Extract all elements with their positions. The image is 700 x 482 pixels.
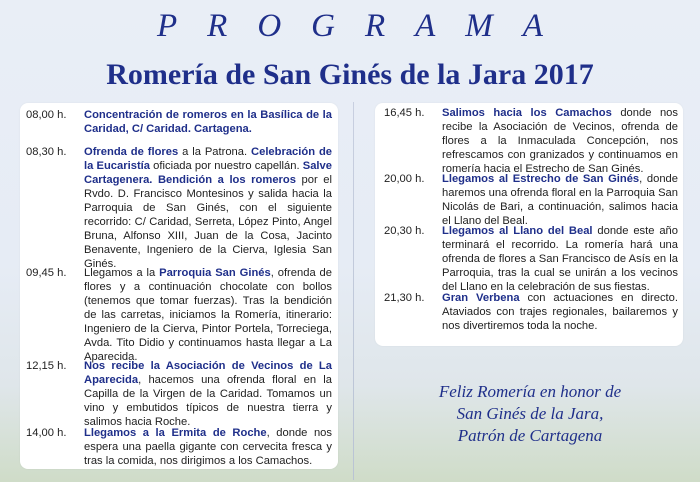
entry-highlight: Salve Cartagenera. Bendición a los romeros <box>84 160 332 186</box>
entry-time: 12,15 h. <box>26 360 67 372</box>
entry-time: 09,45 h. <box>26 267 67 279</box>
entry-text <box>84 145 332 271</box>
entry-body: , hacemos una ofrenda floral en la Capilla de la Virgen de la Caridad. Tomamos un vino y embutidos típicos de nuestra tierra y salimos hacia Roche. <box>84 374 332 428</box>
closing-dedication <box>370 381 690 447</box>
programa-heading: PROGRAMA <box>157 8 573 44</box>
schedule-entry <box>378 106 678 176</box>
entry-text <box>442 172 678 228</box>
schedule-entry <box>20 145 332 271</box>
entry-body: con actuaciones en directo. Ataviados con trajes regionales, bailaremos y nos divertiremos toda la noche. <box>442 292 678 332</box>
entry-body: a la Patrona. <box>178 146 252 158</box>
entry-text <box>84 108 332 136</box>
entry-text <box>84 426 332 468</box>
entry-time: 08,30 h. <box>26 146 67 158</box>
entry-body: , donde haremos una ofrenda floral en la Parroquia San Nicolás de Bari, a continuación, salimos hacia el Llano del Beal. <box>442 173 679 227</box>
entry-highlight: Concentración de romeros en la Basílica de la Caridad, C/ Caridad. Cartagena. <box>84 109 332 135</box>
entry-text <box>442 106 678 176</box>
entry-time: 21,30 h. <box>384 292 425 304</box>
entry-text <box>442 291 678 333</box>
dedication-line-3: Patrón de Cartagena <box>457 426 603 445</box>
entry-time: 20,00 h. <box>384 173 425 185</box>
entry-time: 20,30 h. <box>384 225 425 237</box>
entry-text <box>84 266 332 364</box>
entry-body: , ofrenda de flores y a continuación chocolate con bollos (tenemos que tomar fuerzas). Tras la bendición de las carretas, iniciamos la Romería, itinerario: Ingeniero de la Cierva, Pintor Portela, Torreciega, Avda. Tito Didio y continuamos hasta llegar a La Aparecida. <box>84 267 332 363</box>
entry-body: por el Rvdo. D. Francisco Montesinos y salida hacia la Parroquia de San Ginés, con el siguiente recorrido: C/ Caridad, Serreta, López Pinto, Angel Bruna, Alfonso XIII, Juan de la Cosa, Jacinto Benavente, Ingeniero de la Cierva, Iglesia San Ginés. <box>84 174 333 270</box>
entry-highlight: Llegamos al Llano del Beal <box>442 225 593 237</box>
entry-text <box>84 359 332 429</box>
entry-time: 08,00 h. <box>26 109 67 121</box>
entry-highlight: Llegamos a la Ermita de Roche <box>84 427 267 439</box>
entry-highlight: Llegamos al Estrecho de San Ginés <box>442 173 640 185</box>
entry-highlight: Ofrenda de flores <box>84 146 179 158</box>
schedule-entry <box>20 266 332 364</box>
entry-body: donde este año terminará el recorrido. La romería hará una ofrenda de flores a San Francisco de Asís en la Parroquia, tras la cual se unirán a los vecinos del Llano en la celebración de sus fiestas. <box>442 225 678 293</box>
schedule-entry <box>378 291 678 333</box>
entry-body: oficiada por nuestro capellán. <box>150 160 303 172</box>
schedule-entry <box>20 426 332 468</box>
entry-time: 14,00 h. <box>26 427 67 439</box>
entry-body: Llegamos a la <box>84 267 160 279</box>
page-title: Romería de San Ginés de la Jara 2017 <box>106 58 594 91</box>
entry-body: , donde nos espera una paella gigante con cervecita fresca y tras la comida, nos dirigimos a los Camachos. <box>84 427 332 467</box>
entry-highlight: Gran Verbena <box>442 292 520 304</box>
entry-highlight: Celebración de la Eucaristía <box>84 146 333 172</box>
entry-highlight: Salimos hacia los Camachos <box>442 107 612 119</box>
entry-body: donde nos recibe la Asociación de Vecinos, ofrenda de flores a la Inmaculada Concepción, nos refrescamos con granizados y continuamos en romería hacia el Estrecho de San Ginés. <box>442 107 678 175</box>
center-fold <box>353 102 354 480</box>
schedule-entry <box>378 172 678 228</box>
dedication-line-1: Feliz Romería en honor de <box>438 382 622 401</box>
entry-highlight: Parroquia San Ginés <box>159 267 271 279</box>
schedule-entry <box>20 108 332 136</box>
schedule-entry <box>378 224 678 294</box>
dedication-line-2: San Ginés de la Jara, <box>456 404 604 423</box>
schedule-entry <box>20 359 332 429</box>
entry-time: 16,45 h. <box>384 107 425 119</box>
entry-text <box>442 224 678 294</box>
entry-highlight: Nos recibe la Asociación de Vecinos de La Aparecida <box>84 360 332 386</box>
